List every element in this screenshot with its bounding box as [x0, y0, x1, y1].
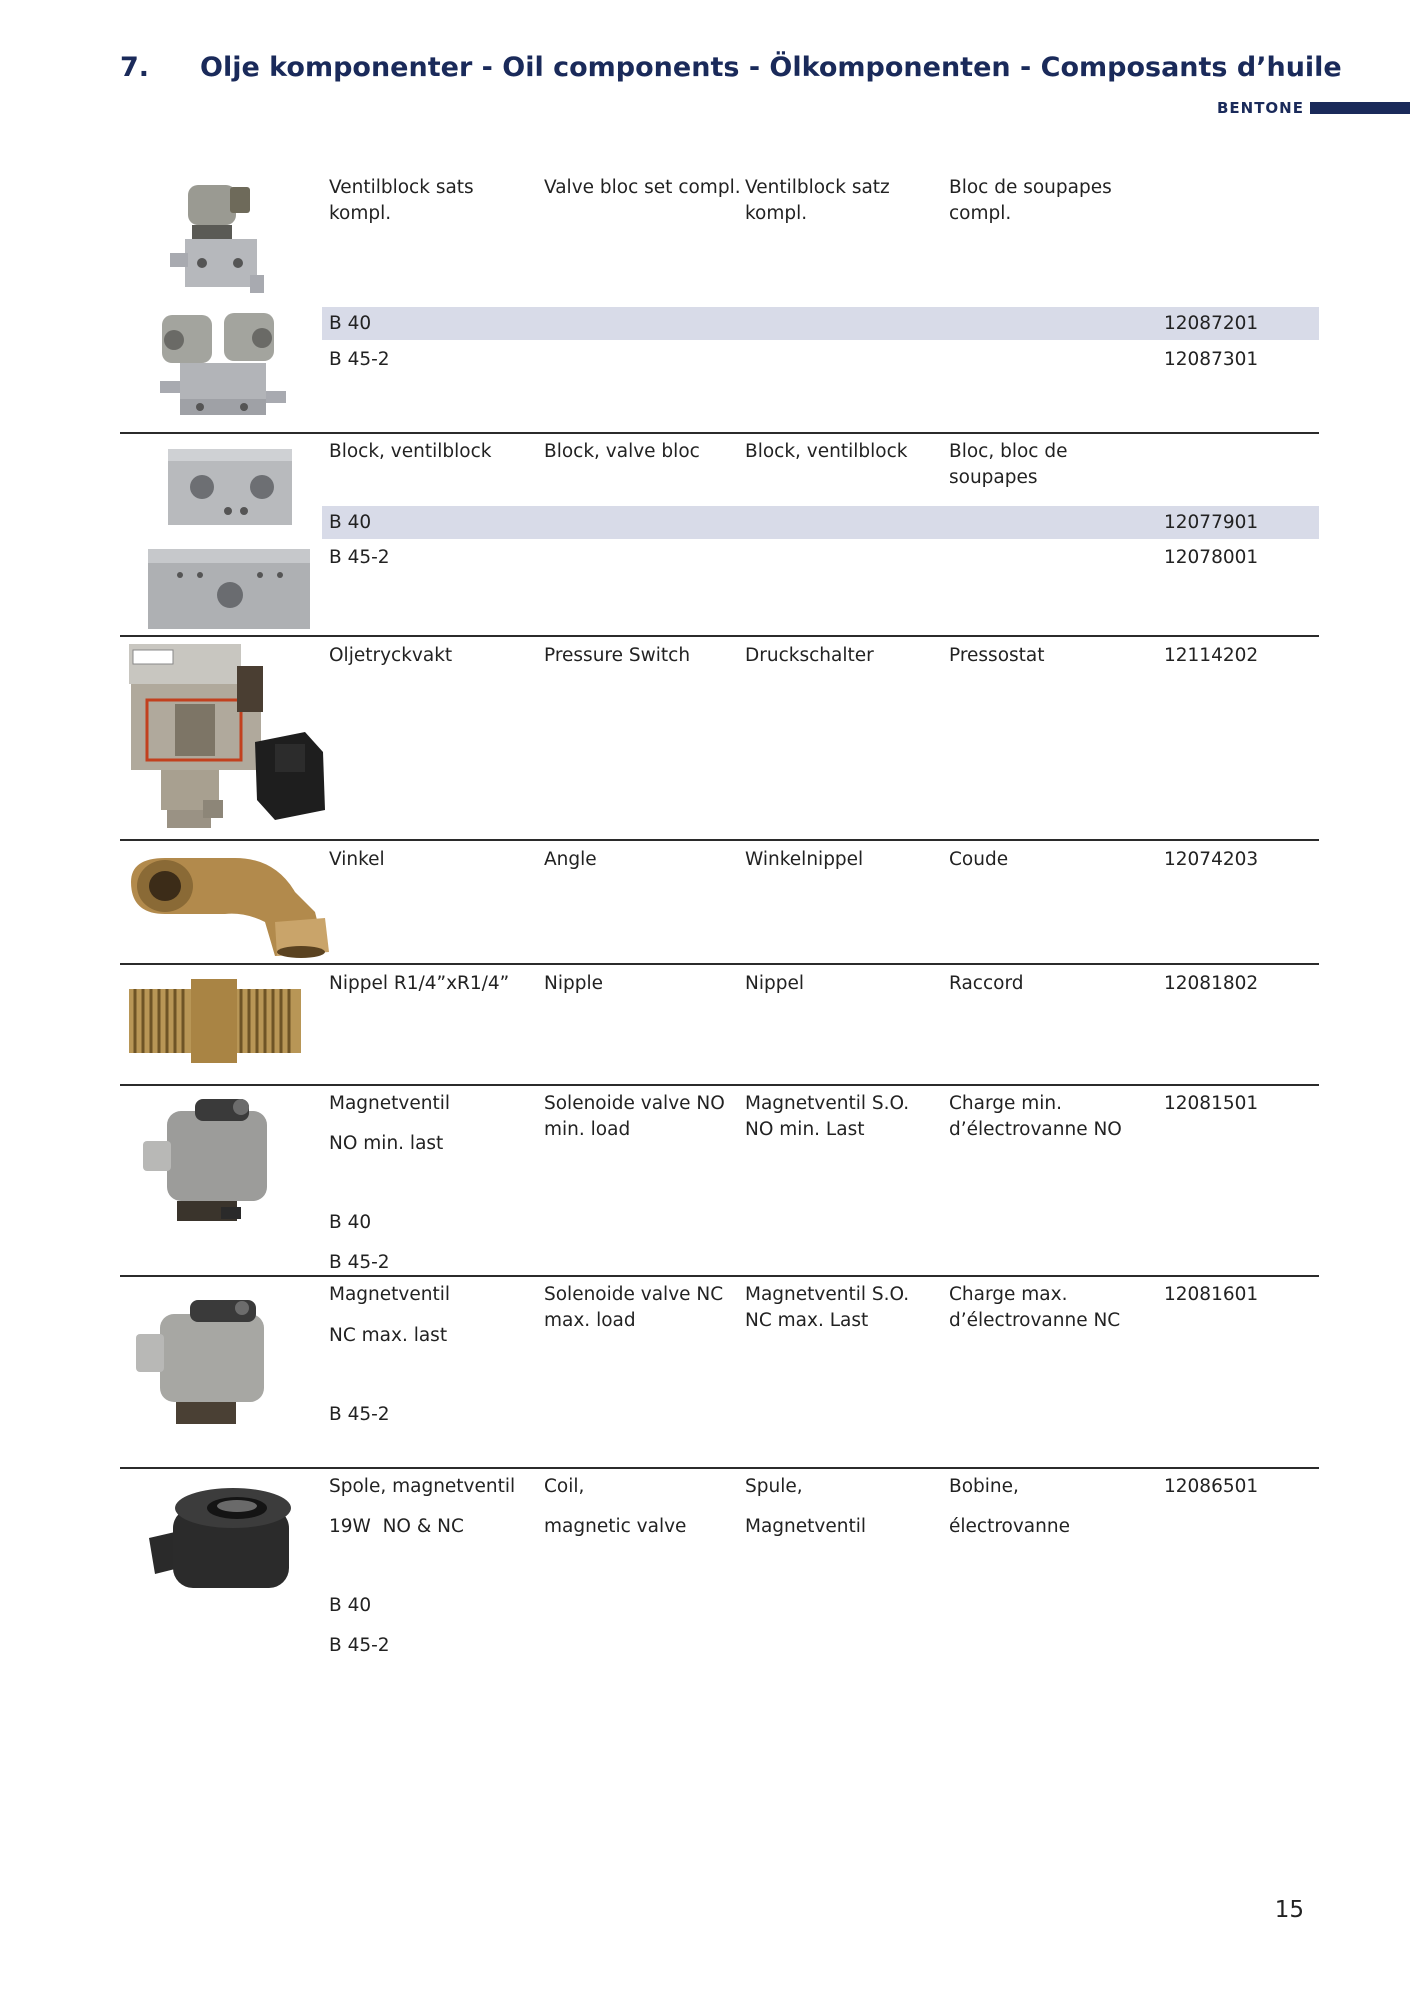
model-label: B 45-2 — [329, 1635, 390, 1656]
name-swedish: Oljetryckvakt — [329, 645, 453, 666]
page-number: 15 — [1274, 1897, 1304, 1923]
article-number: 12081802 — [1164, 973, 1259, 994]
row-divider — [120, 1467, 1319, 1469]
name-swedish: Ventilblock sats kompl. — [329, 177, 474, 224]
name-swedish: Nippel R1/4”xR1/4” — [329, 973, 510, 994]
name-german: Nippel — [745, 973, 804, 994]
model-label: B 45-2 — [329, 1252, 390, 1273]
name-french-line2: électrovanne — [949, 1516, 1070, 1537]
model-label: B 45-2 — [329, 547, 390, 568]
name-french: Bloc, bloc de soupapes — [949, 441, 1068, 488]
name-swedish: Magnetventil — [329, 1093, 450, 1114]
row-divider — [120, 839, 1319, 841]
model-label: B 40 — [329, 1212, 372, 1233]
row-divider — [120, 963, 1319, 965]
article-number: 12087201 — [1164, 313, 1259, 334]
article-number: 12114202 — [1164, 645, 1259, 666]
name-english: Angle — [544, 849, 597, 870]
article-number: 12077901 — [1164, 512, 1259, 533]
row-divider — [120, 1084, 1319, 1086]
name-english: Nipple — [544, 973, 603, 994]
brand-name: BENTONE — [1216, 99, 1304, 117]
name-swedish: Block, ventilblock — [329, 441, 492, 462]
article-number: 12078001 — [1164, 547, 1259, 568]
row-divider — [120, 432, 1319, 434]
section-title: Olje komponenter - Oil components - Ölkomponenten - Composants d’huile — [200, 52, 1342, 83]
model-label: B 40 — [329, 512, 372, 533]
name-english: Coil, — [544, 1476, 585, 1497]
name-swedish-line2: 19W NO & NC — [329, 1516, 464, 1537]
brand-bar — [1310, 102, 1410, 114]
name-french: Charge max. d’électrovanne NC — [949, 1284, 1121, 1331]
solenoid-valve-no-photo — [135, 1095, 285, 1227]
name-swedish-line2: NC max. last — [329, 1325, 448, 1346]
article-number: 12081601 — [1164, 1284, 1259, 1305]
row-divider — [120, 635, 1319, 637]
name-swedish: Magnetventil — [329, 1284, 450, 1305]
brand-mark — [1217, 98, 1410, 118]
name-german: Block, ventilblock — [745, 441, 908, 462]
article-number: 12074203 — [1164, 849, 1259, 870]
valve-block-set-photo — [140, 175, 300, 425]
name-english: Block, valve bloc — [544, 441, 700, 462]
name-swedish-line2: NO min. last — [329, 1133, 444, 1154]
solenoid-valve-nc-photo — [130, 1298, 280, 1430]
name-swedish: Spole, magnetventil — [329, 1476, 516, 1497]
name-english: Solenoide valve NC max. load — [544, 1284, 724, 1331]
name-swedish: Vinkel — [329, 849, 385, 870]
article-number: 12081501 — [1164, 1093, 1259, 1114]
model-label: B 45-2 — [329, 349, 390, 370]
angle-fitting-photo — [125, 852, 330, 962]
section-heading — [120, 52, 1342, 83]
name-french: Charge min. d’électrovanne NO — [949, 1093, 1122, 1140]
model-label: B 40 — [329, 313, 372, 334]
pressure-switch-photo — [125, 640, 345, 835]
name-german: Ventilblock satz kompl. — [745, 177, 890, 224]
name-german: Magnetventil S.O. NC max. Last — [745, 1284, 910, 1331]
name-french: Coude — [949, 849, 1009, 870]
name-german-line2: Magnetventil — [745, 1516, 866, 1537]
row-divider — [120, 1275, 1319, 1277]
name-german: Winkelnippel — [745, 849, 864, 870]
name-english: Pressure Switch — [544, 645, 691, 666]
name-french: Bloc de soupapes compl. — [949, 177, 1112, 224]
name-german: Druckschalter — [745, 645, 874, 666]
article-number: 12087301 — [1164, 349, 1259, 370]
coil-photo — [145, 1478, 295, 1603]
name-english: Solenoide valve NO min. load — [544, 1093, 725, 1140]
name-french: Pressostat — [949, 645, 1045, 666]
name-french: Raccord — [949, 973, 1024, 994]
nipple-fitting-photo — [125, 975, 305, 1067]
name-french: Bobine, — [949, 1476, 1019, 1497]
section-number: 7. — [120, 52, 150, 83]
model-label: B 40 — [329, 1595, 372, 1616]
model-label: B 45-2 — [329, 1404, 390, 1425]
name-german: Magnetventil S.O. NO min. Last — [745, 1093, 910, 1140]
valve-block-photo — [140, 445, 315, 631]
article-number: 12086501 — [1164, 1476, 1259, 1497]
name-german: Spule, — [745, 1476, 803, 1497]
name-english-line2: magnetic valve — [544, 1516, 687, 1537]
name-english: Valve bloc set compl. — [544, 177, 741, 198]
